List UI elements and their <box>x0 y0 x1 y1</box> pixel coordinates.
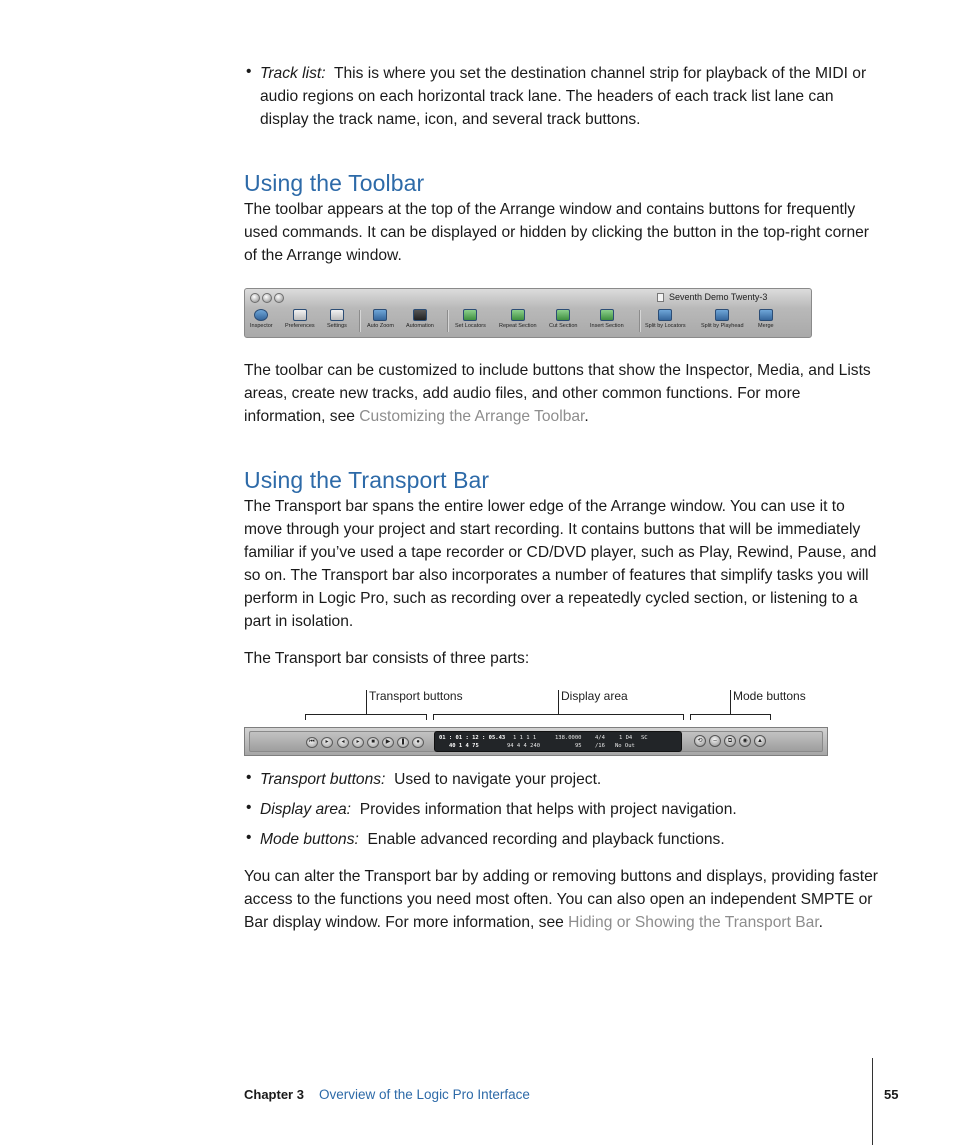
toolbar-auto-zoom: Auto Zoom <box>367 309 394 330</box>
paragraph-text: You can alter the Transport bar by adding or removing buttons and displays, providing faster access to the functions you need most often. You can also open an independent SMPTE or Bar display window. For more information, see <box>244 868 878 931</box>
footer-chapter-title-link[interactable]: Overview of the Logic Pro Interface <box>319 1087 530 1102</box>
bullet-marker: • <box>246 63 252 80</box>
toolbar-split-by-locators: Split by Locators <box>645 309 686 330</box>
bullet-marker: • <box>246 769 252 786</box>
paragraph-text: . <box>584 408 589 425</box>
automation-icon <box>413 309 427 321</box>
solo-icon: ◉ <box>739 735 751 747</box>
auto-zoom-icon <box>373 309 387 321</box>
footer-divider <box>872 1058 873 1145</box>
page-number: 55 <box>884 1087 899 1102</box>
toolbar-repeat-section: Repeat Section <box>499 309 537 330</box>
toolbar-inspector: Inspector <box>250 309 273 330</box>
toolbar-separator <box>447 310 449 332</box>
document-icon <box>657 293 664 302</box>
bullet-mode-buttons <box>260 828 880 851</box>
toolbar-screenshot <box>244 288 812 338</box>
toolbar-split-by-playhead: Split by Playhead <box>701 309 744 330</box>
rewind-icon: ◂ <box>337 737 349 748</box>
bullet-term: Track list: <box>260 65 326 82</box>
fast-forward-icon: ▸ <box>352 737 364 748</box>
position-top: 1 1 1 1 <box>513 735 537 741</box>
bullet-transport-buttons <box>260 768 880 791</box>
division-display: /16 <box>595 743 605 749</box>
bullet-text: Enable advanced recording and playback functions. <box>367 831 725 848</box>
callout-display-area: Display area <box>561 689 628 703</box>
toolbar-cut-section: Cut Section <box>549 309 577 330</box>
extra-display: SC <box>641 735 648 741</box>
callout-line <box>730 690 731 714</box>
play-icon: ▶ <box>382 737 394 748</box>
bullet-term: Mode buttons: <box>260 831 359 848</box>
bullet-text: Used to navigate your project. <box>394 771 602 788</box>
bracket-transport-buttons <box>305 714 427 720</box>
key-display: 1 D4 <box>619 735 633 741</box>
transport-paragraph-3 <box>244 865 880 934</box>
cut-section-icon <box>556 309 570 321</box>
merge-icon <box>759 309 773 321</box>
callout-line <box>366 690 367 714</box>
toolbar-preferences: Preferences <box>285 309 315 330</box>
footer-chapter-label: Chapter 3 <box>244 1087 304 1102</box>
window-title: Seventh Demo Twenty-3 <box>669 292 768 302</box>
bar-display: 40 1 4 75 <box>449 743 479 749</box>
midi-out-display: No Out <box>615 743 635 749</box>
settings-icon <box>330 309 344 321</box>
set-locators-icon <box>463 309 477 321</box>
zoom-icon <box>274 293 284 303</box>
bullet-marker: • <box>246 799 252 816</box>
metronome-icon: ▲ <box>754 735 766 747</box>
callout-line <box>558 690 559 714</box>
close-icon <box>250 293 260 303</box>
bracket-mode-buttons <box>690 714 771 720</box>
bullet-text: This is where you set the destination channel strip for playback of the MIDI or audio regions on each horizontal track lane. The headers of each track list lane can display the track name, icon, and several track buttons. <box>260 65 867 128</box>
toolbar-separator <box>639 310 641 332</box>
display-area <box>434 731 682 752</box>
minimize-icon <box>262 293 272 303</box>
toolbar-settings: Settings <box>327 309 347 330</box>
bullet-term: Transport buttons: <box>260 771 386 788</box>
split-by-playhead-icon <box>715 309 729 321</box>
bracket-display-area <box>433 714 684 720</box>
hiding-transport-link[interactable]: Hiding or Showing the Transport Bar <box>568 914 819 931</box>
replace-icon: ⧉ <box>724 735 736 747</box>
smpte-display: 01 : 01 : 12 : 05.43 <box>439 735 506 741</box>
bullet-text: Provides information that helps with project navigation. <box>359 801 737 818</box>
record-icon: ● <box>412 737 424 748</box>
bullet-display-area <box>260 798 880 821</box>
tempo-secondary: 95 <box>575 743 582 749</box>
track-list-bullet <box>260 62 880 131</box>
callout-transport-buttons: Transport buttons <box>369 689 463 703</box>
tempo-display: 138.0000 <box>555 735 582 741</box>
section-heading-transport: Using the Transport Bar <box>244 467 490 493</box>
toolbar-paragraph-1: The toolbar appears at the top of the Arrange window and contains buttons for frequently used commands. It can be displayed or hidden by clicking the button in the top-right corner of the Arrange window. <box>244 201 869 264</box>
signature-display: 4/4 <box>595 735 605 741</box>
toolbar-insert-section: Insert Section <box>590 309 624 330</box>
cycle-icon: ⟲ <box>694 735 706 747</box>
go-to-start-icon: ⏮ <box>306 737 318 748</box>
bullet-term: Display area: <box>260 801 352 818</box>
repeat-section-icon <box>511 309 525 321</box>
pause-icon: ❚ <box>397 737 409 748</box>
autopunch-icon: – <box>709 735 721 747</box>
toolbar-set-locators: Set Locators <box>455 309 486 330</box>
paragraph-text: The toolbar can be customized to include buttons that show the Inspector, Media, and Lists areas, create new tracks, add audio files, and other common functions. For more information, see <box>244 362 871 425</box>
toolbar-merge: Merge <box>758 309 774 330</box>
stop-icon: ■ <box>367 737 379 748</box>
toolbar-paragraph-2 <box>244 359 880 428</box>
toolbar-automation: Automation <box>406 309 434 330</box>
preferences-icon <box>293 309 307 321</box>
insert-section-icon <box>600 309 614 321</box>
transport-paragraph-2: The Transport bar consists of three parts: <box>244 650 530 667</box>
bullet-marker: • <box>246 829 252 846</box>
play-from-icon: ▸ <box>321 737 333 748</box>
position-bottom: 94 4 4 240 <box>507 743 541 749</box>
transport-paragraph-1: The Transport bar spans the entire lower edge of the Arrange window. You can use it to move through your project and start recording. It contains buttons that will be immediately familiar if you’ve used a tape recorder or CD/DVD player, such as Play, Rewind, Pause, and so on. The Transport bar also incorporates a number of features that simplify tasks you will perform in Logic Pro, such as recording over a repeatedly cycled section, or listening to a part in isolation. <box>244 498 877 630</box>
split-by-locators-icon <box>658 309 672 321</box>
section-heading-toolbar: Using the Toolbar <box>244 170 425 196</box>
callout-mode-buttons: Mode buttons <box>733 689 806 703</box>
paragraph-text: . <box>818 914 824 931</box>
customizing-toolbar-link[interactable]: Customizing the Arrange Toolbar <box>359 408 585 425</box>
info-icon <box>254 309 268 321</box>
toolbar-separator <box>359 310 361 332</box>
